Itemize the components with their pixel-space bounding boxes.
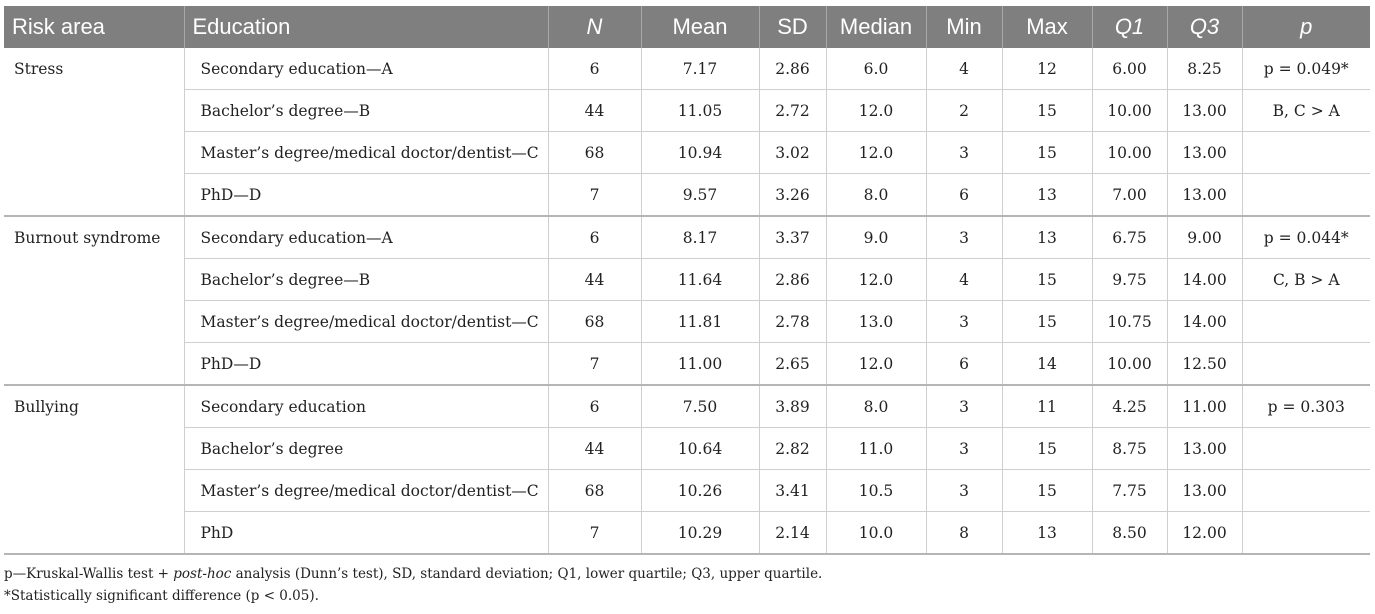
- q3-cell: 13.00: [1167, 428, 1242, 470]
- q3-cell: 14.00: [1167, 301, 1242, 343]
- sd-cell: 2.82: [759, 428, 826, 470]
- mean-cell: 8.17: [641, 216, 759, 259]
- sd-cell: 2.14: [759, 512, 826, 555]
- median-cell: 10.5: [826, 470, 926, 512]
- table-row: [4, 343, 1370, 386]
- n-cell: 44: [548, 428, 641, 470]
- median-cell: 6.0: [826, 48, 926, 90]
- p-cell: p = 0.044*: [1242, 216, 1370, 259]
- table-row: [4, 90, 1370, 132]
- header-education: Education: [184, 6, 548, 48]
- max-cell: 12: [1002, 48, 1092, 90]
- q3-cell: 13.00: [1167, 174, 1242, 217]
- n-cell: 44: [548, 259, 641, 301]
- table-body: [4, 48, 1370, 554]
- p-cell: p = 0.303: [1242, 385, 1370, 428]
- mean-cell: 11.00: [641, 343, 759, 386]
- header-sd: SD: [759, 6, 826, 48]
- max-cell: 15: [1002, 259, 1092, 301]
- n-cell: 68: [548, 301, 641, 343]
- q1-cell: 6.00: [1092, 48, 1167, 90]
- median-cell: 13.0: [826, 301, 926, 343]
- header-n: N: [548, 6, 641, 48]
- q3-cell: 14.00: [1167, 259, 1242, 301]
- q3-cell: 11.00: [1167, 385, 1242, 428]
- table-row: [4, 48, 1370, 90]
- min-cell: 6: [926, 174, 1002, 217]
- max-cell: 15: [1002, 470, 1092, 512]
- table-row: [4, 132, 1370, 174]
- q3-cell: 12.00: [1167, 512, 1242, 555]
- q1-cell: 7.00: [1092, 174, 1167, 217]
- header-q1: Q1: [1092, 6, 1167, 48]
- mean-cell: 10.94: [641, 132, 759, 174]
- footnote-methods: p—Kruskal-Wallis test + post-hoc analysis (Dunn’s test), SD, standard deviation; Q1, lower quartile; Q3, upper quartile.: [4, 566, 823, 582]
- q1-cell: 6.75: [1092, 216, 1167, 259]
- q1-cell: 7.75: [1092, 470, 1167, 512]
- min-cell: 3: [926, 301, 1002, 343]
- p-cell: [1242, 343, 1370, 386]
- q3-cell: 9.00: [1167, 216, 1242, 259]
- mean-cell: 10.29: [641, 512, 759, 555]
- risk-area-cell: Burnout syndrome: [4, 216, 184, 385]
- min-cell: 4: [926, 259, 1002, 301]
- q1-cell: 10.00: [1092, 343, 1167, 386]
- median-cell: 12.0: [826, 90, 926, 132]
- q1-cell: 10.00: [1092, 132, 1167, 174]
- table-row: [4, 512, 1370, 555]
- header-risk-area: Risk area: [4, 6, 184, 48]
- table-row: [4, 216, 1370, 259]
- table-header: [4, 6, 1370, 48]
- footnote-significance: *Statistically significant difference (p < 0.05).: [4, 588, 319, 604]
- max-cell: 13: [1002, 216, 1092, 259]
- max-cell: 13: [1002, 512, 1092, 555]
- sd-cell: 3.89: [759, 385, 826, 428]
- education-cell: Master’s degree/medical doctor/dentist—C: [184, 470, 548, 512]
- header-min: Min: [926, 6, 1002, 48]
- median-cell: 11.0: [826, 428, 926, 470]
- mean-cell: 9.57: [641, 174, 759, 217]
- max-cell: 15: [1002, 132, 1092, 174]
- table-row: [4, 259, 1370, 301]
- p-cell: [1242, 174, 1370, 217]
- min-cell: 3: [926, 132, 1002, 174]
- sd-cell: 2.72: [759, 90, 826, 132]
- n-cell: 44: [548, 90, 641, 132]
- p-cell: C, B > A: [1242, 259, 1370, 301]
- header-median: Median: [826, 6, 926, 48]
- risk-area-cell: Bullying: [4, 385, 184, 554]
- n-cell: 68: [548, 470, 641, 512]
- median-cell: 12.0: [826, 343, 926, 386]
- education-cell: PhD—D: [184, 343, 548, 386]
- min-cell: 3: [926, 216, 1002, 259]
- q3-cell: 13.00: [1167, 470, 1242, 512]
- education-cell: PhD—D: [184, 174, 548, 217]
- p-cell: [1242, 470, 1370, 512]
- mean-cell: 10.64: [641, 428, 759, 470]
- n-cell: 6: [548, 385, 641, 428]
- sd-cell: 2.65: [759, 343, 826, 386]
- risk-area-cell: Stress: [4, 48, 184, 216]
- education-cell: PhD: [184, 512, 548, 555]
- q1-cell: 8.50: [1092, 512, 1167, 555]
- mean-cell: 11.81: [641, 301, 759, 343]
- p-cell: [1242, 301, 1370, 343]
- header-q3: Q3: [1167, 6, 1242, 48]
- q3-cell: 8.25: [1167, 48, 1242, 90]
- q1-cell: 10.00: [1092, 90, 1167, 132]
- header-mean: Mean: [641, 6, 759, 48]
- median-cell: 12.0: [826, 132, 926, 174]
- sd-cell: 2.86: [759, 48, 826, 90]
- q1-cell: 10.75: [1092, 301, 1167, 343]
- p-cell: p = 0.049*: [1242, 48, 1370, 90]
- median-cell: 12.0: [826, 259, 926, 301]
- q1-cell: 8.75: [1092, 428, 1167, 470]
- sd-cell: 3.02: [759, 132, 826, 174]
- n-cell: 7: [548, 512, 641, 555]
- table-row: [4, 174, 1370, 217]
- min-cell: 8: [926, 512, 1002, 555]
- median-cell: 9.0: [826, 216, 926, 259]
- q3-cell: 13.00: [1167, 132, 1242, 174]
- min-cell: 2: [926, 90, 1002, 132]
- q1-cell: 4.25: [1092, 385, 1167, 428]
- max-cell: 11: [1002, 385, 1092, 428]
- table-row: [4, 301, 1370, 343]
- max-cell: 15: [1002, 90, 1092, 132]
- education-cell: Bachelor’s degree: [184, 428, 548, 470]
- education-cell: Master’s degree/medical doctor/dentist—C: [184, 301, 548, 343]
- median-cell: 8.0: [826, 385, 926, 428]
- n-cell: 6: [548, 216, 641, 259]
- median-cell: 8.0: [826, 174, 926, 217]
- sd-cell: 2.78: [759, 301, 826, 343]
- q1-cell: 9.75: [1092, 259, 1167, 301]
- table-row: [4, 428, 1370, 470]
- sd-cell: 3.41: [759, 470, 826, 512]
- median-cell: 10.0: [826, 512, 926, 555]
- sd-cell: 3.26: [759, 174, 826, 217]
- n-cell: 7: [548, 174, 641, 217]
- q3-cell: 13.00: [1167, 90, 1242, 132]
- mean-cell: 7.17: [641, 48, 759, 90]
- n-cell: 68: [548, 132, 641, 174]
- education-cell: Secondary education—A: [184, 48, 548, 90]
- max-cell: 15: [1002, 301, 1092, 343]
- mean-cell: 11.05: [641, 90, 759, 132]
- max-cell: 13: [1002, 174, 1092, 217]
- min-cell: 3: [926, 428, 1002, 470]
- max-cell: 14: [1002, 343, 1092, 386]
- education-cell: Secondary education—A: [184, 216, 548, 259]
- table-row: [4, 470, 1370, 512]
- education-cell: Bachelor’s degree—B: [184, 90, 548, 132]
- mean-cell: 11.64: [641, 259, 759, 301]
- max-cell: 15: [1002, 428, 1092, 470]
- header-max: Max: [1002, 6, 1092, 48]
- education-cell: Secondary education: [184, 385, 548, 428]
- education-cell: Master’s degree/medical doctor/dentist—C: [184, 132, 548, 174]
- n-cell: 7: [548, 343, 641, 386]
- p-cell: [1242, 428, 1370, 470]
- table-row: [4, 385, 1370, 428]
- min-cell: 3: [926, 385, 1002, 428]
- table-footnotes: [4, 566, 822, 610]
- min-cell: 4: [926, 48, 1002, 90]
- statistics-table: [4, 6, 1370, 555]
- mean-cell: 10.26: [641, 470, 759, 512]
- sd-cell: 3.37: [759, 216, 826, 259]
- education-cell: Bachelor’s degree—B: [184, 259, 548, 301]
- min-cell: 3: [926, 470, 1002, 512]
- sd-cell: 2.86: [759, 259, 826, 301]
- p-cell: [1242, 512, 1370, 555]
- mean-cell: 7.50: [641, 385, 759, 428]
- min-cell: 6: [926, 343, 1002, 386]
- q3-cell: 12.50: [1167, 343, 1242, 386]
- header-p: p: [1242, 6, 1370, 48]
- p-cell: [1242, 132, 1370, 174]
- n-cell: 6: [548, 48, 641, 90]
- p-cell: B, C > A: [1242, 90, 1370, 132]
